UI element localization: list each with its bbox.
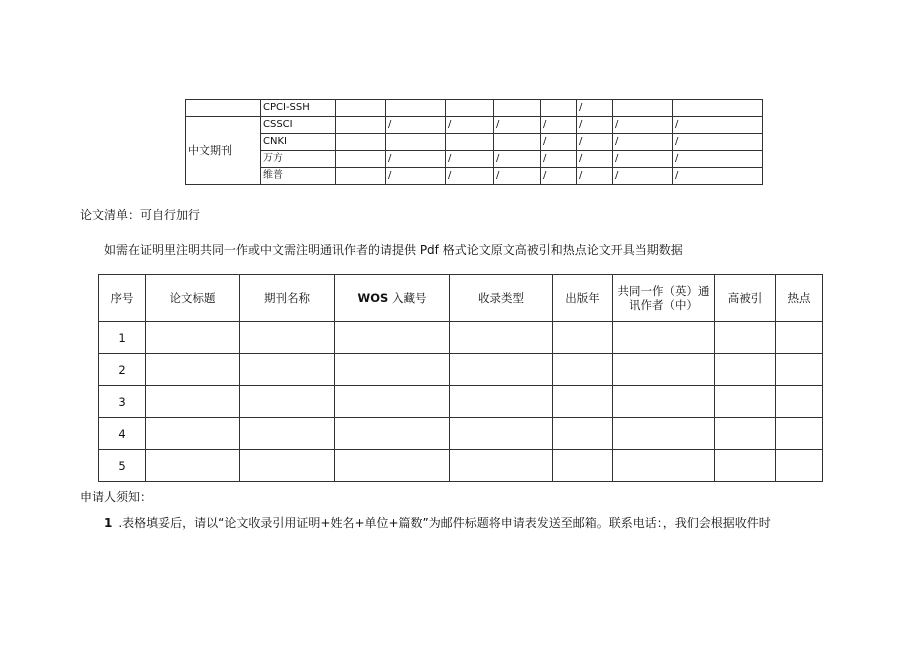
header-wos-suffix: 入藏号 <box>388 291 427 305</box>
db-name: CPCI-SSH <box>261 100 336 117</box>
db-cell <box>336 117 386 134</box>
cell-year[interactable] <box>553 386 613 418</box>
cell-year[interactable] <box>553 450 613 482</box>
cell-wos[interactable] <box>335 418 450 450</box>
cell-type[interactable] <box>450 322 553 354</box>
db-cell <box>336 168 386 185</box>
cell-title[interactable] <box>146 386 240 418</box>
row-number: 5 <box>99 450 146 482</box>
db-row-wanfang <box>186 151 763 168</box>
paper-list-note: 如需在证明里注明共同一作或中文需注明通讯作者的请提供 Pdf 格式论文原文高被引和热点论文开具当期数据 <box>104 243 683 257</box>
cell-title[interactable] <box>146 322 240 354</box>
cell-type[interactable] <box>450 354 553 386</box>
db-cell: / <box>673 117 763 134</box>
db-cell: / <box>386 151 446 168</box>
db-row-cpci-ssh <box>186 100 763 117</box>
cell-highly-cited[interactable] <box>715 450 776 482</box>
notice-item-number: 1 <box>104 516 113 530</box>
header-title: 论文标题 <box>146 275 240 322</box>
db-cell: / <box>446 168 494 185</box>
cell-title[interactable] <box>146 354 240 386</box>
header-wos-label: WOS <box>357 291 389 305</box>
db-cell: / <box>673 134 763 151</box>
db-cell: / <box>673 168 763 185</box>
db-cell <box>541 100 577 117</box>
db-cell: / <box>386 168 446 185</box>
cell-journal[interactable] <box>240 386 335 418</box>
cell-wos[interactable] <box>335 322 450 354</box>
db-cell: / <box>446 151 494 168</box>
paper-list-title: 论文清单：可自行加行 <box>80 208 201 222</box>
db-cell: / <box>613 168 673 185</box>
cell-hot[interactable] <box>776 418 823 450</box>
cell-hot[interactable] <box>776 386 823 418</box>
table-row <box>99 418 823 450</box>
paper-list-table <box>98 274 823 482</box>
cell-highly-cited[interactable] <box>715 354 776 386</box>
db-cell: / <box>494 117 541 134</box>
db-cell <box>494 134 541 151</box>
cell-hot[interactable] <box>776 322 823 354</box>
db-cell <box>386 134 446 151</box>
db-name: 维普 <box>261 168 336 185</box>
db-name: 万方 <box>261 151 336 168</box>
cell-wos[interactable] <box>335 450 450 482</box>
cell-journal[interactable] <box>240 354 335 386</box>
db-cell: / <box>541 117 577 134</box>
cell-title[interactable] <box>146 418 240 450</box>
cell-journal[interactable] <box>240 322 335 354</box>
row-number: 4 <box>99 418 146 450</box>
cell-type[interactable] <box>450 450 553 482</box>
db-cell: / <box>541 151 577 168</box>
cell-highly-cited[interactable] <box>715 386 776 418</box>
table-row <box>99 450 823 482</box>
cell-year[interactable] <box>553 418 613 450</box>
cell-year[interactable] <box>553 322 613 354</box>
db-cell: / <box>494 168 541 185</box>
db-cell: / <box>577 168 613 185</box>
cell-coauthor[interactable] <box>613 418 715 450</box>
db-cell: / <box>494 151 541 168</box>
cell-wos[interactable] <box>335 354 450 386</box>
header-seq: 序号 <box>99 275 146 322</box>
db-cell <box>336 151 386 168</box>
db-cell: / <box>577 117 613 134</box>
table-row <box>99 354 823 386</box>
db-cell: / <box>673 151 763 168</box>
header-highly-cited: 高被引 <box>715 275 776 322</box>
db-row-cnki <box>186 134 763 151</box>
header-wos <box>335 275 450 322</box>
paper-table-header <box>99 275 823 322</box>
cell-hot[interactable] <box>776 450 823 482</box>
cell-coauthor[interactable] <box>613 354 715 386</box>
db-cell: / <box>446 117 494 134</box>
db-cell: / <box>386 117 446 134</box>
db-cell <box>446 134 494 151</box>
cell-type[interactable] <box>450 386 553 418</box>
database-coverage-table <box>185 99 763 185</box>
db-cell <box>613 100 673 117</box>
db-cell: / <box>541 134 577 151</box>
cell-wos[interactable] <box>335 386 450 418</box>
db-cell <box>673 100 763 117</box>
db-cell <box>446 100 494 117</box>
cell-highly-cited[interactable] <box>715 322 776 354</box>
cell-coauthor[interactable] <box>613 386 715 418</box>
row-number: 3 <box>99 386 146 418</box>
notice-title: 申请人须知： <box>80 490 153 504</box>
db-group-cell <box>186 100 261 117</box>
table-row <box>99 322 823 354</box>
db-cell <box>386 100 446 117</box>
db-cell: / <box>613 134 673 151</box>
table-row <box>99 386 823 418</box>
db-cell: / <box>577 100 613 117</box>
header-journal: 期刊名称 <box>240 275 335 322</box>
notice-item <box>104 514 771 531</box>
db-cell: / <box>613 151 673 168</box>
db-name: CNKI <box>261 134 336 151</box>
row-number: 1 <box>99 322 146 354</box>
db-cell: / <box>577 134 613 151</box>
db-name: CSSCI <box>261 117 336 134</box>
db-row-weipu <box>186 168 763 185</box>
notice-item-text: .表格填妥后，请以“论文收录引用证明+姓名+单位+篇数”为邮件标题将申请表发送至邮箱。联系电话：，我们会根据收件时 <box>118 516 771 530</box>
db-group-label: 中文期刊 <box>186 117 261 185</box>
db-cell: / <box>613 117 673 134</box>
row-number: 2 <box>99 354 146 386</box>
cell-title[interactable] <box>146 450 240 482</box>
db-cell: / <box>577 151 613 168</box>
cell-year[interactable] <box>553 354 613 386</box>
db-cell <box>336 100 386 117</box>
header-hot: 热点 <box>776 275 823 322</box>
header-coauthor: 共同一作（英）通讯作者（中） <box>613 275 715 322</box>
db-row-cssci <box>186 117 763 134</box>
cell-highly-cited[interactable] <box>715 418 776 450</box>
db-cell <box>336 134 386 151</box>
cell-journal[interactable] <box>240 418 335 450</box>
cell-coauthor[interactable] <box>613 450 715 482</box>
header-year: 出版年 <box>553 275 613 322</box>
db-cell: / <box>541 168 577 185</box>
header-type: 收录类型 <box>450 275 553 322</box>
cell-hot[interactable] <box>776 354 823 386</box>
cell-type[interactable] <box>450 418 553 450</box>
cell-coauthor[interactable] <box>613 322 715 354</box>
db-cell <box>494 100 541 117</box>
cell-journal[interactable] <box>240 450 335 482</box>
